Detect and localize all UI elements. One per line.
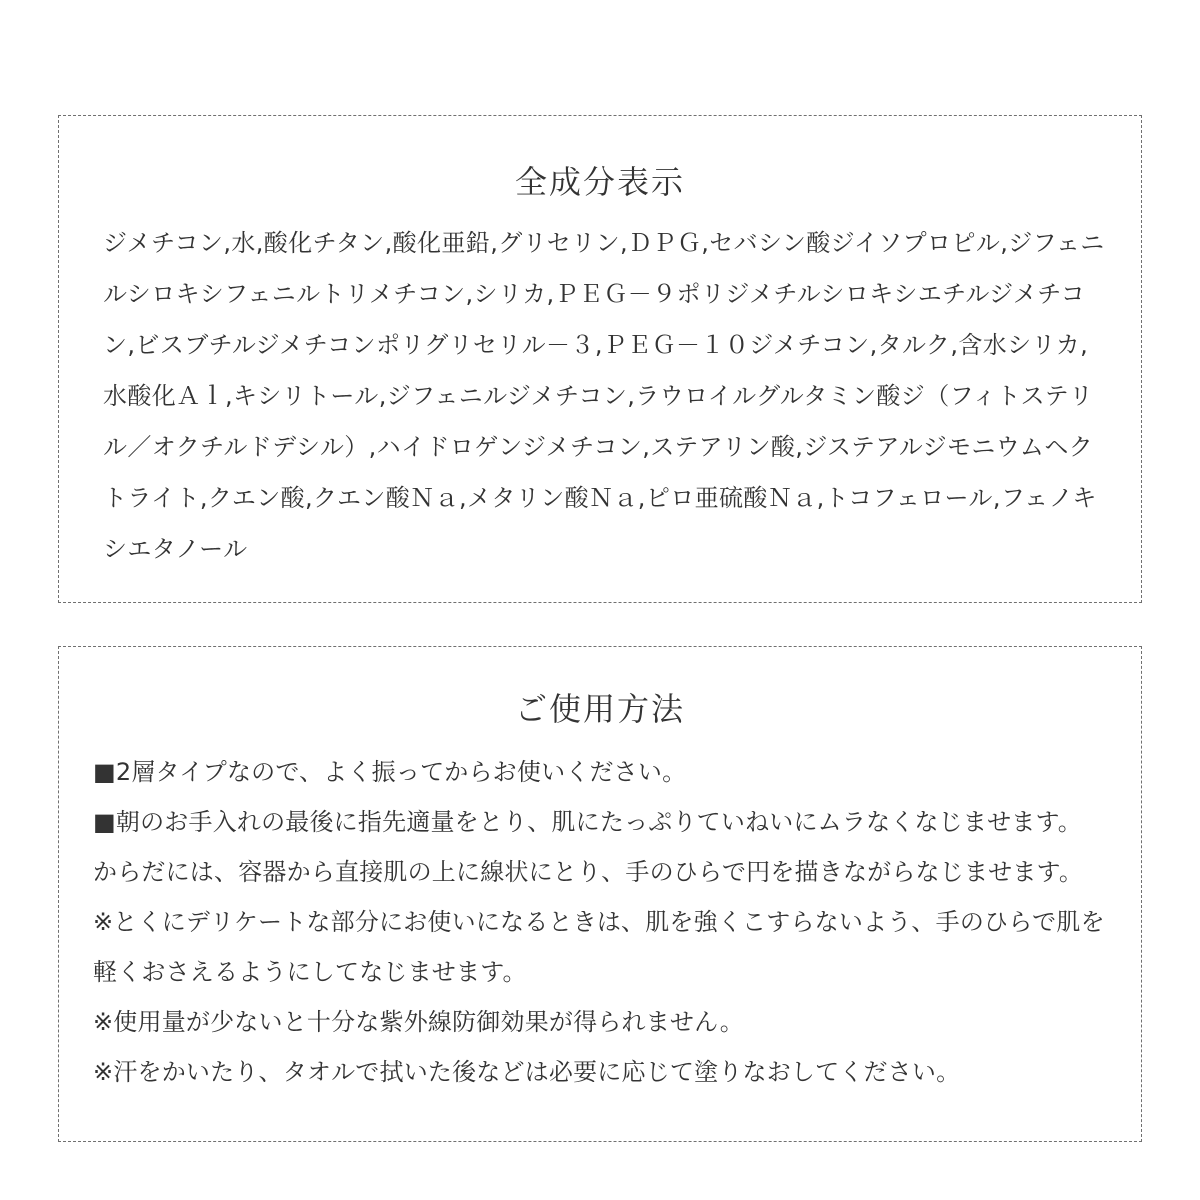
- ingredients-title: 全成分表示: [514, 163, 685, 201]
- usage-line-body: からだには、容器から直接肌の上に線状にとり、手のひらで円を描きながらなじませます。: [93, 858, 1084, 886]
- usage-line-amount-note: ※使用量が少ないと十分な紫外線防御効果が得られません。: [93, 1008, 744, 1036]
- usage-line-sensitive: ※とくにデリケートな部分にお使いになるときは、肌を強くこすらないよう、手のひらで肌を軽くおさえるようにしてなじませます。: [93, 908, 1105, 986]
- usage-line-face: ■朝のお手入れの最後に指先適量をとり、肌にたっぷりていねいにムラなくなじませます。: [93, 808, 1082, 836]
- usage-title: ご使用方法: [514, 690, 685, 728]
- usage-instructions: [93, 747, 1105, 1097]
- usage-line-reapply-note: ※汗をかいたり、タオルで拭いた後などは必要に応じて塗りなおしてください。: [93, 1058, 961, 1086]
- ingredients-panel: [58, 115, 1142, 603]
- usage-panel: [58, 646, 1142, 1142]
- ingredients-list-text: ジメチコン,水,酸化チタン,酸化亜鉛,グリセリン,ＤＰＧ,セバシン酸ジイソプロピル,ジフェニルシロキシフェニルトリメチコン,シリカ,ＰＥＧ－９ポリジメチルシロキシエチルジメチコン,ビスブチルジメチコンポリグリセリル－３,ＰＥＧ－１０ジメチコン,タルク,含水シリカ,水酸化Ａｌ,キシリトール,ジフェニルジメチコン,ラウロイルグルタミン酸ジ（フィトステリル／オクチルドデシル）,ハイドロゲンジメチコン,ステアリン酸,ジステアルジモニウムヘクトライト,クエン酸,クエン酸Ｎａ,メタリン酸Ｎａ,ピロ亜硫酸Ｎａ,トコフェロール,フェノキシエタノール: [103, 229, 1105, 563]
- usage-line-shake: ■2層タイプなので、よく振ってからお使いください。: [93, 758, 687, 786]
